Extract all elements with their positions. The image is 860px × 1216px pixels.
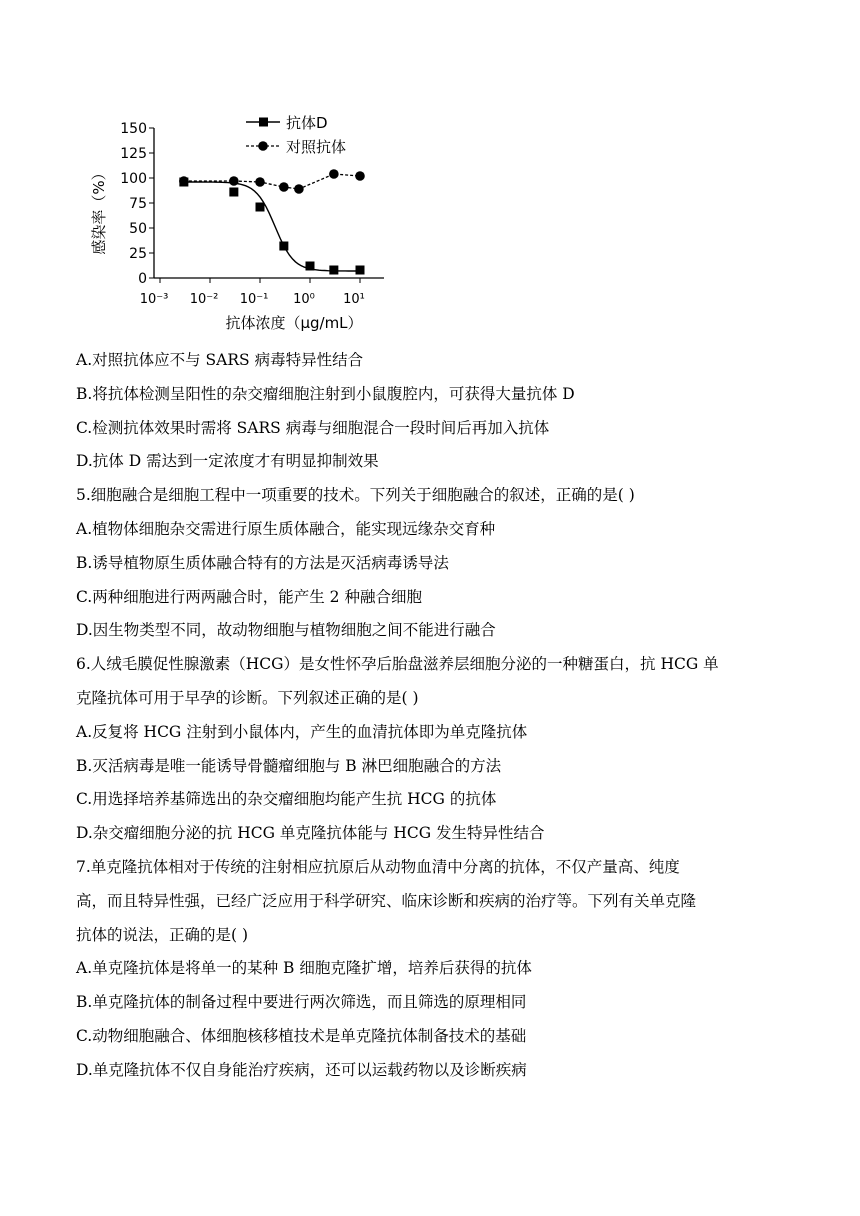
control-antibody-point bbox=[329, 169, 339, 179]
legend-label-antibody-d: 抗体D bbox=[286, 114, 328, 132]
option-5c: C.两种细胞进行两两融合时，能产生 2 种融合细胞 bbox=[76, 587, 422, 606]
x-tick-label: 10⁻² bbox=[189, 292, 219, 307]
y-tick-label: 150 bbox=[120, 121, 147, 137]
option-4b: B.将抗体检测呈阳性的杂交瘤细胞注射到小鼠腹腔内，可获得大量抗体 D bbox=[76, 384, 575, 403]
legend-marker-antibody-d bbox=[259, 118, 268, 127]
antibody-d-curve bbox=[184, 182, 360, 271]
control-antibody-point bbox=[179, 176, 189, 186]
control-antibody-point bbox=[355, 171, 365, 181]
infection-rate-chart bbox=[84, 110, 394, 340]
question-7-stem-cont: 高，而且特异性强，已经广泛应用于科学研究、临床诊断和疾病的治疗等。下列有关单克隆 bbox=[76, 891, 697, 910]
question-7-stem-end: 抗体的说法，正确的是( ) bbox=[76, 925, 249, 944]
option-4d: D.抗体 D 需达到一定浓度才有明显抑制效果 bbox=[76, 452, 379, 471]
antibody-d-point bbox=[306, 262, 315, 271]
option-7d: D.单克隆抗体不仅自身能治疗疾病，还可以运载药物以及诊断疾病 bbox=[76, 1060, 527, 1079]
x-tick-label: 10⁻³ bbox=[139, 292, 169, 307]
y-tick-label: 75 bbox=[129, 196, 147, 212]
control-antibody-point bbox=[279, 182, 289, 192]
y-tick-label: 25 bbox=[129, 246, 147, 262]
chart-series bbox=[179, 169, 365, 274]
question-6-stem: 6.人绒毛膜促性腺激素（HCG）是女性怀孕后胎盘滋养层细胞分泌的一种糖蛋白，抗 HCG 单 bbox=[76, 655, 719, 674]
y-tick-label: 0 bbox=[138, 271, 147, 287]
antibody-d-point bbox=[329, 266, 338, 275]
option-6a: A.反复将 HCG 注射到小鼠体内，产生的血清抗体即为单克隆抗体 bbox=[76, 722, 528, 741]
option-5a: A.植物体细胞杂交需进行原生质体融合，能实现远缘杂交育种 bbox=[76, 519, 496, 538]
antibody-d-point bbox=[229, 188, 238, 197]
option-5b: B.诱导植物原生质体融合特有的方法是灭活病毒诱导法 bbox=[76, 553, 449, 572]
chart-legend bbox=[246, 114, 346, 156]
option-7a: A.单克隆抗体是将单一的某种 B 细胞克隆扩增，培养后获得的抗体 bbox=[76, 959, 532, 978]
antibody-d-point bbox=[279, 242, 288, 251]
legend-label-control: 对照抗体 bbox=[286, 138, 347, 156]
legend-marker-control bbox=[258, 141, 268, 151]
antibody-d-point bbox=[356, 266, 365, 275]
question-6-stem-cont: 克隆抗体可用于早孕的诊断。下列叙述正确的是( ) bbox=[76, 688, 419, 707]
option-4c: C.检测抗体效果时需将 SARS 病毒与细胞混合一段时间后再加入抗体 bbox=[76, 418, 550, 437]
option-7c: C.动物细胞融合、体细胞核移植技术是单克隆抗体制备技术的基础 bbox=[76, 1026, 527, 1045]
option-7b: B.单克隆抗体的制备过程中要进行两次筛选，而且筛选的原理相同 bbox=[76, 993, 527, 1012]
control-antibody-point bbox=[294, 184, 304, 194]
chart-axes bbox=[154, 128, 384, 278]
control-antibody-point bbox=[255, 177, 265, 187]
x-axis-label: 抗体浓度（μg/mL） bbox=[225, 314, 363, 332]
y-tick-label: 125 bbox=[120, 146, 147, 162]
y-axis-label: 感染率（%） bbox=[90, 165, 108, 255]
option-6d: D.杂交瘤细胞分泌的抗 HCG 单克隆抗体能与 HCG 发生特异性结合 bbox=[76, 824, 545, 843]
question-7-stem: 7.单克隆抗体相对于传统的注射相应抗原后从动物血清中分离的抗体，不仅产量高、纯度 bbox=[76, 857, 680, 876]
control-antibody-point bbox=[229, 176, 239, 186]
option-6b: B.灭活病毒是唯一能诱导骨髓瘤细胞与 B 淋巴细胞融合的方法 bbox=[76, 756, 502, 775]
question-text bbox=[76, 344, 796, 1088]
antibody-d-point bbox=[256, 203, 265, 212]
y-tick-label: 50 bbox=[129, 221, 147, 237]
option-4a: A.对照抗体应不与 SARS 病毒特异性结合 bbox=[76, 351, 364, 369]
y-tick-label: 100 bbox=[120, 171, 147, 187]
x-tick-label: 10⁻¹ bbox=[239, 292, 269, 307]
x-tick-label: 10¹ bbox=[343, 292, 365, 307]
option-6c: C.用选择培养基筛选出的杂交瘤细胞均能产生抗 HCG 的抗体 bbox=[76, 790, 497, 809]
option-5d: D.因生物类型不同，故动物细胞与植物细胞之间不能进行融合 bbox=[76, 621, 496, 640]
x-tick-label: 10⁰ bbox=[293, 292, 315, 307]
question-5-stem: 5.细胞融合是细胞工程中一项重要的技术。下列关于细胞融合的叙述，正确的是( ) bbox=[76, 486, 635, 505]
